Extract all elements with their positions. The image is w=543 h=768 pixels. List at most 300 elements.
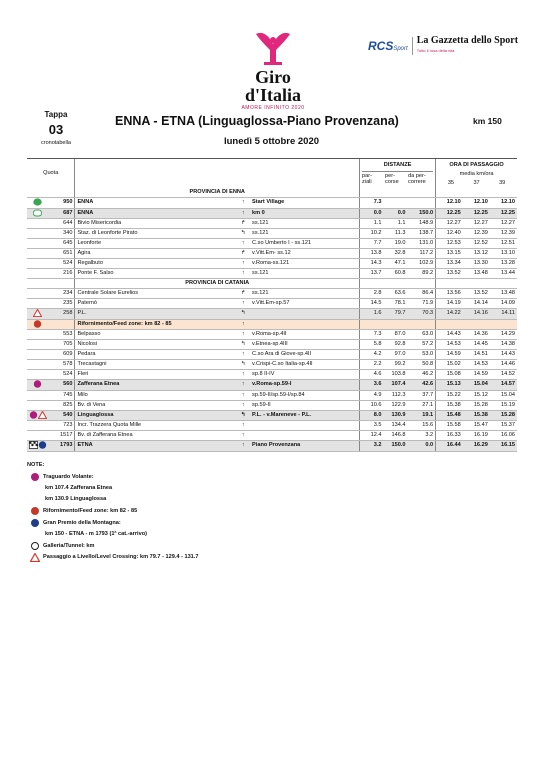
- row-icon: [27, 299, 48, 309]
- partial-distance: 10.6: [360, 400, 384, 410]
- covered-distance: 79.7: [384, 309, 408, 319]
- covered-distance: 107.4: [384, 380, 408, 390]
- altitude: 578: [48, 360, 75, 370]
- official-start-icon: [33, 209, 42, 217]
- altitude: 745: [48, 390, 75, 400]
- direction-arrow: ↑: [237, 330, 251, 340]
- covered-distance: 19.0: [384, 239, 408, 249]
- time-39: 16.15: [490, 441, 517, 451]
- direction-arrow: ↰: [237, 360, 251, 370]
- row-icon: [27, 350, 48, 360]
- direction-arrow: ↱: [237, 249, 251, 259]
- row-icon: [27, 370, 48, 380]
- altitude: 723: [48, 421, 75, 431]
- covered-distance: 60.8: [384, 269, 408, 279]
- note-sprint-1: km 107.4 Zafferana Etnea: [45, 484, 113, 491]
- direction-arrow: ↑: [237, 269, 251, 279]
- covered-distance: 122.9: [384, 400, 408, 410]
- time-39: 12.25: [490, 208, 517, 218]
- altitude: 234: [48, 289, 75, 299]
- table-row: [27, 299, 517, 309]
- road: sp.8 II-IV: [250, 370, 359, 380]
- location: Nicolosi: [75, 340, 237, 350]
- time-37: 16.19: [463, 431, 490, 441]
- rcs-logo: RCSSport: [368, 39, 408, 53]
- table-row: [27, 239, 517, 249]
- table-header: [27, 159, 517, 189]
- remaining-distance: 86.4: [407, 289, 435, 299]
- row-icon: [27, 431, 48, 441]
- time-39: 14.11: [490, 309, 517, 319]
- direction-arrow: ↑: [237, 299, 251, 309]
- direction-arrow: ↑: [237, 208, 251, 218]
- row-icon: [27, 259, 48, 269]
- location: Linguaglossa: [75, 410, 237, 420]
- direction-arrow: ↑: [237, 350, 251, 360]
- remaining-distance: 15.6: [407, 421, 435, 431]
- road: ss.121: [250, 229, 359, 239]
- remaining-distance: 63.0: [407, 330, 435, 340]
- gpm-icon: [31, 519, 39, 527]
- remaining-distance: 37.7: [407, 390, 435, 400]
- brand-tagline: AMORE INFINITO 2020: [241, 105, 305, 111]
- remaining-distance: 102.9: [407, 259, 435, 269]
- partial-distance: 0.0: [360, 208, 384, 218]
- direction-arrow: ↑: [237, 390, 251, 400]
- brand-name: Giro d'Italia: [244, 67, 301, 105]
- altitude: 651: [48, 249, 75, 259]
- sprint-icon: [29, 411, 38, 419]
- notes-title: NOTE:: [27, 462, 45, 468]
- row-icon: [27, 269, 48, 279]
- time-39: 14.52: [490, 370, 517, 380]
- stage-date: lunedì 5 ottobre 2020: [223, 136, 320, 147]
- partial-distance: 12.4: [360, 431, 384, 441]
- covered-distance: 112.3: [384, 390, 408, 400]
- notes: [27, 462, 327, 563]
- start-icon: [33, 198, 42, 206]
- remaining-distance: 19.1: [407, 410, 435, 420]
- altitude: 553: [48, 330, 75, 340]
- row-icon: [27, 289, 48, 299]
- remaining-distance: 150.0: [407, 208, 435, 218]
- province-header: [27, 188, 517, 198]
- remaining-distance: 0.0: [407, 441, 435, 451]
- row-icon: [27, 441, 48, 451]
- altitude: 560: [48, 380, 75, 390]
- row-icon: [27, 198, 48, 208]
- remaining-distance: 131.0: [407, 239, 435, 249]
- time-39: 12.51: [490, 239, 517, 249]
- row-icon: [27, 208, 48, 218]
- road: v.Roma-sp.4II: [250, 330, 359, 340]
- feed-zone-icon: [33, 320, 42, 328]
- row-icon: [27, 390, 48, 400]
- road: ss.121: [250, 289, 359, 299]
- location: Incr. Trazzera Quota Mille: [75, 421, 237, 431]
- covered-distance: 11.3: [384, 229, 408, 239]
- location: Bv. di Zafferana Etnea: [75, 431, 237, 441]
- direction-arrow: ↑: [237, 441, 251, 451]
- table-row: [27, 441, 517, 451]
- time-39: 14.09: [490, 299, 517, 309]
- stage-title: ENNA - ETNA (Linguaglossa-Piano Provenzana): [115, 114, 399, 128]
- location: Pedara: [75, 350, 237, 360]
- road: ss.121: [250, 269, 359, 279]
- gpm-icon: [38, 441, 47, 449]
- altitude: 524: [48, 259, 75, 269]
- time-37: [463, 319, 490, 329]
- gazzetta-logo: La Gazzetta dello Sport Tutto il rosa della vita: [416, 35, 519, 53]
- time-37: 12.25: [463, 208, 490, 218]
- row-icon: [27, 219, 48, 229]
- time-35: 14.43: [436, 330, 463, 340]
- location: Ponte F. Salso: [75, 269, 237, 279]
- road: C.so Ara di Giove-sp.4II: [250, 350, 359, 360]
- partial-distance: 3.2: [360, 441, 384, 451]
- covered-distance: 63.6: [384, 289, 408, 299]
- location: Milo: [75, 390, 237, 400]
- sponsor-logos: [368, 36, 518, 56]
- time-37: 12.10: [463, 198, 490, 208]
- remaining-distance: 70.3: [407, 309, 435, 319]
- covered-distance: 134.4: [384, 421, 408, 431]
- partial-distance: 2.8: [360, 289, 384, 299]
- time-35: 16.33: [436, 431, 463, 441]
- time-35: 13.52: [436, 269, 463, 279]
- altitude: 705: [48, 340, 75, 350]
- row-icon: [27, 360, 48, 370]
- time-37: 12.52: [463, 239, 490, 249]
- partial-distance: 3.6: [360, 380, 384, 390]
- road: v.Roma-sp.59-I: [250, 380, 359, 390]
- road: [250, 421, 359, 431]
- time-37: 14.53: [463, 360, 490, 370]
- table-row: [27, 360, 517, 370]
- direction-arrow: ↱: [237, 289, 251, 299]
- location: Bivio Misericordia: [75, 219, 237, 229]
- time-35: 15.13: [436, 380, 463, 390]
- time-35: 15.38: [436, 400, 463, 410]
- covered-distance: 32.8: [384, 249, 408, 259]
- altitude: 540: [48, 410, 75, 420]
- direction-arrow: ↑: [237, 239, 251, 249]
- time-37: 14.51: [463, 350, 490, 360]
- note-sprint-2: km 130.9 Linguaglossa: [45, 496, 107, 502]
- partial-distance: 2.2: [360, 360, 384, 370]
- location: Rifornimento/Feed zone: km 82 - 85: [75, 319, 237, 329]
- sprint-icon: [33, 380, 42, 388]
- road: Start Village: [250, 198, 359, 208]
- location: Belpasso: [75, 330, 237, 340]
- covered-distance: 97.0: [384, 350, 408, 360]
- road: ss.121: [250, 219, 359, 229]
- covered-distance: 99.2: [384, 360, 408, 370]
- direction-arrow: ↑: [237, 431, 251, 441]
- stage-distance: km 150: [473, 116, 502, 126]
- time-37: 14.14: [463, 299, 490, 309]
- time-39: [490, 319, 517, 329]
- table-row: [27, 208, 517, 218]
- time-37: 14.45: [463, 340, 490, 350]
- time-35: 15.48: [436, 410, 463, 420]
- covered-distance: 0.0: [384, 208, 408, 218]
- time-37: 12.39: [463, 229, 490, 239]
- partial-distance: 13.8: [360, 249, 384, 259]
- location: Agira: [75, 249, 237, 259]
- time-39: 16.06: [490, 431, 517, 441]
- sponsor-divider: [412, 37, 413, 55]
- time-35: 15.02: [436, 360, 463, 370]
- partial-distance: 8.0: [360, 410, 384, 420]
- time-37: 14.59: [463, 370, 490, 380]
- remaining-distance: 89.2: [407, 269, 435, 279]
- direction-arrow: ↑: [237, 259, 251, 269]
- time-39: 13.10: [490, 249, 517, 259]
- direction-arrow: ↑: [237, 198, 251, 208]
- table-row: [27, 370, 517, 380]
- covered-distance: 87.0: [384, 330, 408, 340]
- location: Paternò: [75, 299, 237, 309]
- time-39: 13.44: [490, 269, 517, 279]
- table-row: [27, 229, 517, 239]
- covered-distance: 78.1: [384, 299, 408, 309]
- partial-distance: 4.6: [360, 370, 384, 380]
- time-39: 14.43: [490, 350, 517, 360]
- partial-distance: 4.9: [360, 390, 384, 400]
- time-37: 13.12: [463, 249, 490, 259]
- time-37: 13.52: [463, 289, 490, 299]
- road: sp.59-II: [250, 400, 359, 410]
- row-icon: [27, 340, 48, 350]
- finish-icon: [29, 441, 38, 449]
- location: P.L.: [75, 309, 237, 319]
- covered-distance: 103.8: [384, 370, 408, 380]
- partial-distance: 7.7: [360, 239, 384, 249]
- time-39: 13.28: [490, 259, 517, 269]
- altitude: 258: [48, 309, 75, 319]
- altitude: 644: [48, 219, 75, 229]
- time-39: 14.38: [490, 340, 517, 350]
- note-tunnel: Galleria/Tunnel: km: [27, 540, 327, 552]
- trophy-icon: [250, 28, 296, 68]
- time-39: 13.48: [490, 289, 517, 299]
- province-label: PROVINCIA DI ENNA: [75, 188, 360, 198]
- time-39: 15.19: [490, 400, 517, 410]
- remaining-distance: 53.0: [407, 350, 435, 360]
- direction-arrow: ↰: [237, 229, 251, 239]
- time-37: 16.29: [463, 441, 490, 451]
- table-row: [27, 269, 517, 279]
- row-icon: [27, 400, 48, 410]
- row-icon: [27, 319, 48, 329]
- remaining-distance: 46.2: [407, 370, 435, 380]
- remaining-distance: 71.9: [407, 299, 435, 309]
- remaining-distance: 138.7: [407, 229, 435, 239]
- note-rail: Passaggio a Livello/Level Crossing: km 79.7 - 129.4 - 131.7: [27, 552, 327, 564]
- location: ETNA: [75, 441, 237, 451]
- altitude: 645: [48, 239, 75, 249]
- table-row: [27, 259, 517, 269]
- time-35: 16.44: [436, 441, 463, 451]
- altitude: 235: [48, 299, 75, 309]
- altitude: 687: [48, 208, 75, 218]
- tappa-label: Tappa: [44, 110, 68, 119]
- time-35: 13.34: [436, 259, 463, 269]
- altitude: 340: [48, 229, 75, 239]
- time-37: 12.27: [463, 219, 490, 229]
- time-35: [436, 319, 463, 329]
- time-37: 13.48: [463, 269, 490, 279]
- partial-distance: 13.7: [360, 269, 384, 279]
- road: P.L. - v.Mareneve - P.L.: [250, 410, 359, 420]
- remaining-distance: [407, 198, 435, 208]
- location: Regalbuto: [75, 259, 237, 269]
- time-37: 15.12: [463, 390, 490, 400]
- time-37: 13.30: [463, 259, 490, 269]
- time-37: 15.28: [463, 400, 490, 410]
- table-row: [27, 198, 517, 208]
- level-crossing-icon: [38, 411, 47, 419]
- road: [250, 319, 359, 329]
- road: v.Etnea-sp.4III: [250, 340, 359, 350]
- location: Trecastagni: [75, 360, 237, 370]
- direction-arrow: ↑: [237, 370, 251, 380]
- road: v.Vitt.Em- ss.12: [250, 249, 359, 259]
- altitude: 216: [48, 269, 75, 279]
- time-35: 12.40: [436, 229, 463, 239]
- time-39: 14.29: [490, 330, 517, 340]
- time-37: 15.04: [463, 380, 490, 390]
- time-37: 14.36: [463, 330, 490, 340]
- direction-arrow: ↑: [237, 319, 251, 329]
- cronotabella-label: cronotabella: [41, 140, 71, 146]
- time-39: 12.27: [490, 219, 517, 229]
- time-37: 14.16: [463, 309, 490, 319]
- row-icon: [27, 330, 48, 340]
- table-row: [27, 431, 517, 441]
- covered-distance: 47.1: [384, 259, 408, 269]
- covered-distance: 146.8: [384, 431, 408, 441]
- time-35: 13.56: [436, 289, 463, 299]
- covered-distance: [384, 198, 408, 208]
- location: Leonforte: [75, 239, 237, 249]
- time-35: 14.19: [436, 299, 463, 309]
- location: Bv. di Vena: [75, 400, 237, 410]
- location: ENNA: [75, 198, 237, 208]
- road: [250, 431, 359, 441]
- time-35: 15.08: [436, 370, 463, 380]
- altitude: 1517: [48, 431, 75, 441]
- time-39: 15.04: [490, 390, 517, 400]
- time-39: 15.37: [490, 421, 517, 431]
- time-39: 12.39: [490, 229, 517, 239]
- partial-distance: 14.5: [360, 299, 384, 309]
- table-row: [27, 380, 517, 390]
- altitude: [48, 319, 75, 329]
- covered-distance: [384, 319, 408, 329]
- giro-logo: [228, 28, 318, 111]
- remaining-distance: [407, 319, 435, 329]
- remaining-distance: 3.2: [407, 431, 435, 441]
- sprint-icon: [31, 473, 39, 481]
- province-header: [27, 279, 517, 289]
- covered-distance: 1.1: [384, 219, 408, 229]
- table-row: [27, 319, 517, 329]
- time-37: 15.47: [463, 421, 490, 431]
- partial-distance: 10.2: [360, 229, 384, 239]
- timetable: [27, 158, 517, 452]
- table-body: [27, 188, 517, 451]
- level-crossing-icon: [33, 309, 42, 317]
- altitude: 524: [48, 370, 75, 380]
- province-label: PROVINCIA DI CATANIA: [75, 279, 360, 289]
- col-location: [75, 159, 360, 189]
- time-35: 14.59: [436, 350, 463, 360]
- note-gpm: Gran Premio della Montagna:: [27, 517, 327, 529]
- partial-distance: 7.3: [360, 198, 384, 208]
- note-gpm-1: km 150 - ETNA - m 1793 (1ª cat.-arrivo): [45, 530, 147, 537]
- road: [250, 309, 359, 319]
- road: Piano Provenzana: [250, 441, 359, 451]
- row-icon: [27, 380, 48, 390]
- remaining-distance: 50.8: [407, 360, 435, 370]
- partial-distance: 4.2: [360, 350, 384, 360]
- note-feed: Rifornimento/Feed zone: km 82 - 85: [27, 506, 327, 518]
- table-row: [27, 400, 517, 410]
- table-row: [27, 340, 517, 350]
- time-35: 12.10: [436, 198, 463, 208]
- location: Staz. di Leonforte Pirato: [75, 229, 237, 239]
- partial-distance: 5.8: [360, 340, 384, 350]
- covered-distance: 150.0: [384, 441, 408, 451]
- table-row: [27, 330, 517, 340]
- remaining-distance: 148.9: [407, 219, 435, 229]
- altitude: 609: [48, 350, 75, 360]
- table-row: [27, 219, 517, 229]
- partial-distance: 1.1: [360, 219, 384, 229]
- row-icon: [27, 421, 48, 431]
- remaining-distance: 42.6: [407, 380, 435, 390]
- covered-distance: 92.8: [384, 340, 408, 350]
- road: v.Crispi-C.so Italia-sp.4II: [250, 360, 359, 370]
- note-sprint: Traguardo Volante:: [27, 471, 327, 483]
- altitude: 1793: [48, 441, 75, 451]
- time-39: 12.10: [490, 198, 517, 208]
- row-icon: [27, 239, 48, 249]
- time-37: 15.38: [463, 410, 490, 420]
- table-row: [27, 249, 517, 259]
- road: C.so Umberto I - ss.121: [250, 239, 359, 249]
- col-distanze: DISTANZE par- ziali per- corse da per- correre: [360, 159, 436, 189]
- time-39: 15.28: [490, 410, 517, 420]
- direction-arrow: ↑: [237, 380, 251, 390]
- location: Fleri: [75, 370, 237, 380]
- table-row: [27, 421, 517, 431]
- partial-distance: 1.6: [360, 309, 384, 319]
- road: sp.59-II/sp.59-I/sp.84: [250, 390, 359, 400]
- direction-arrow: ↰: [237, 309, 251, 319]
- feed-icon: [31, 507, 39, 515]
- remaining-distance: 27.1: [407, 400, 435, 410]
- time-35: 12.53: [436, 239, 463, 249]
- level-crossing-icon: [30, 553, 40, 562]
- road: v.Roma-ss.121: [250, 259, 359, 269]
- tunnel-icon: [31, 542, 39, 550]
- time-35: 13.15: [436, 249, 463, 259]
- road: km 0: [250, 208, 359, 218]
- time-35: 12.25: [436, 208, 463, 218]
